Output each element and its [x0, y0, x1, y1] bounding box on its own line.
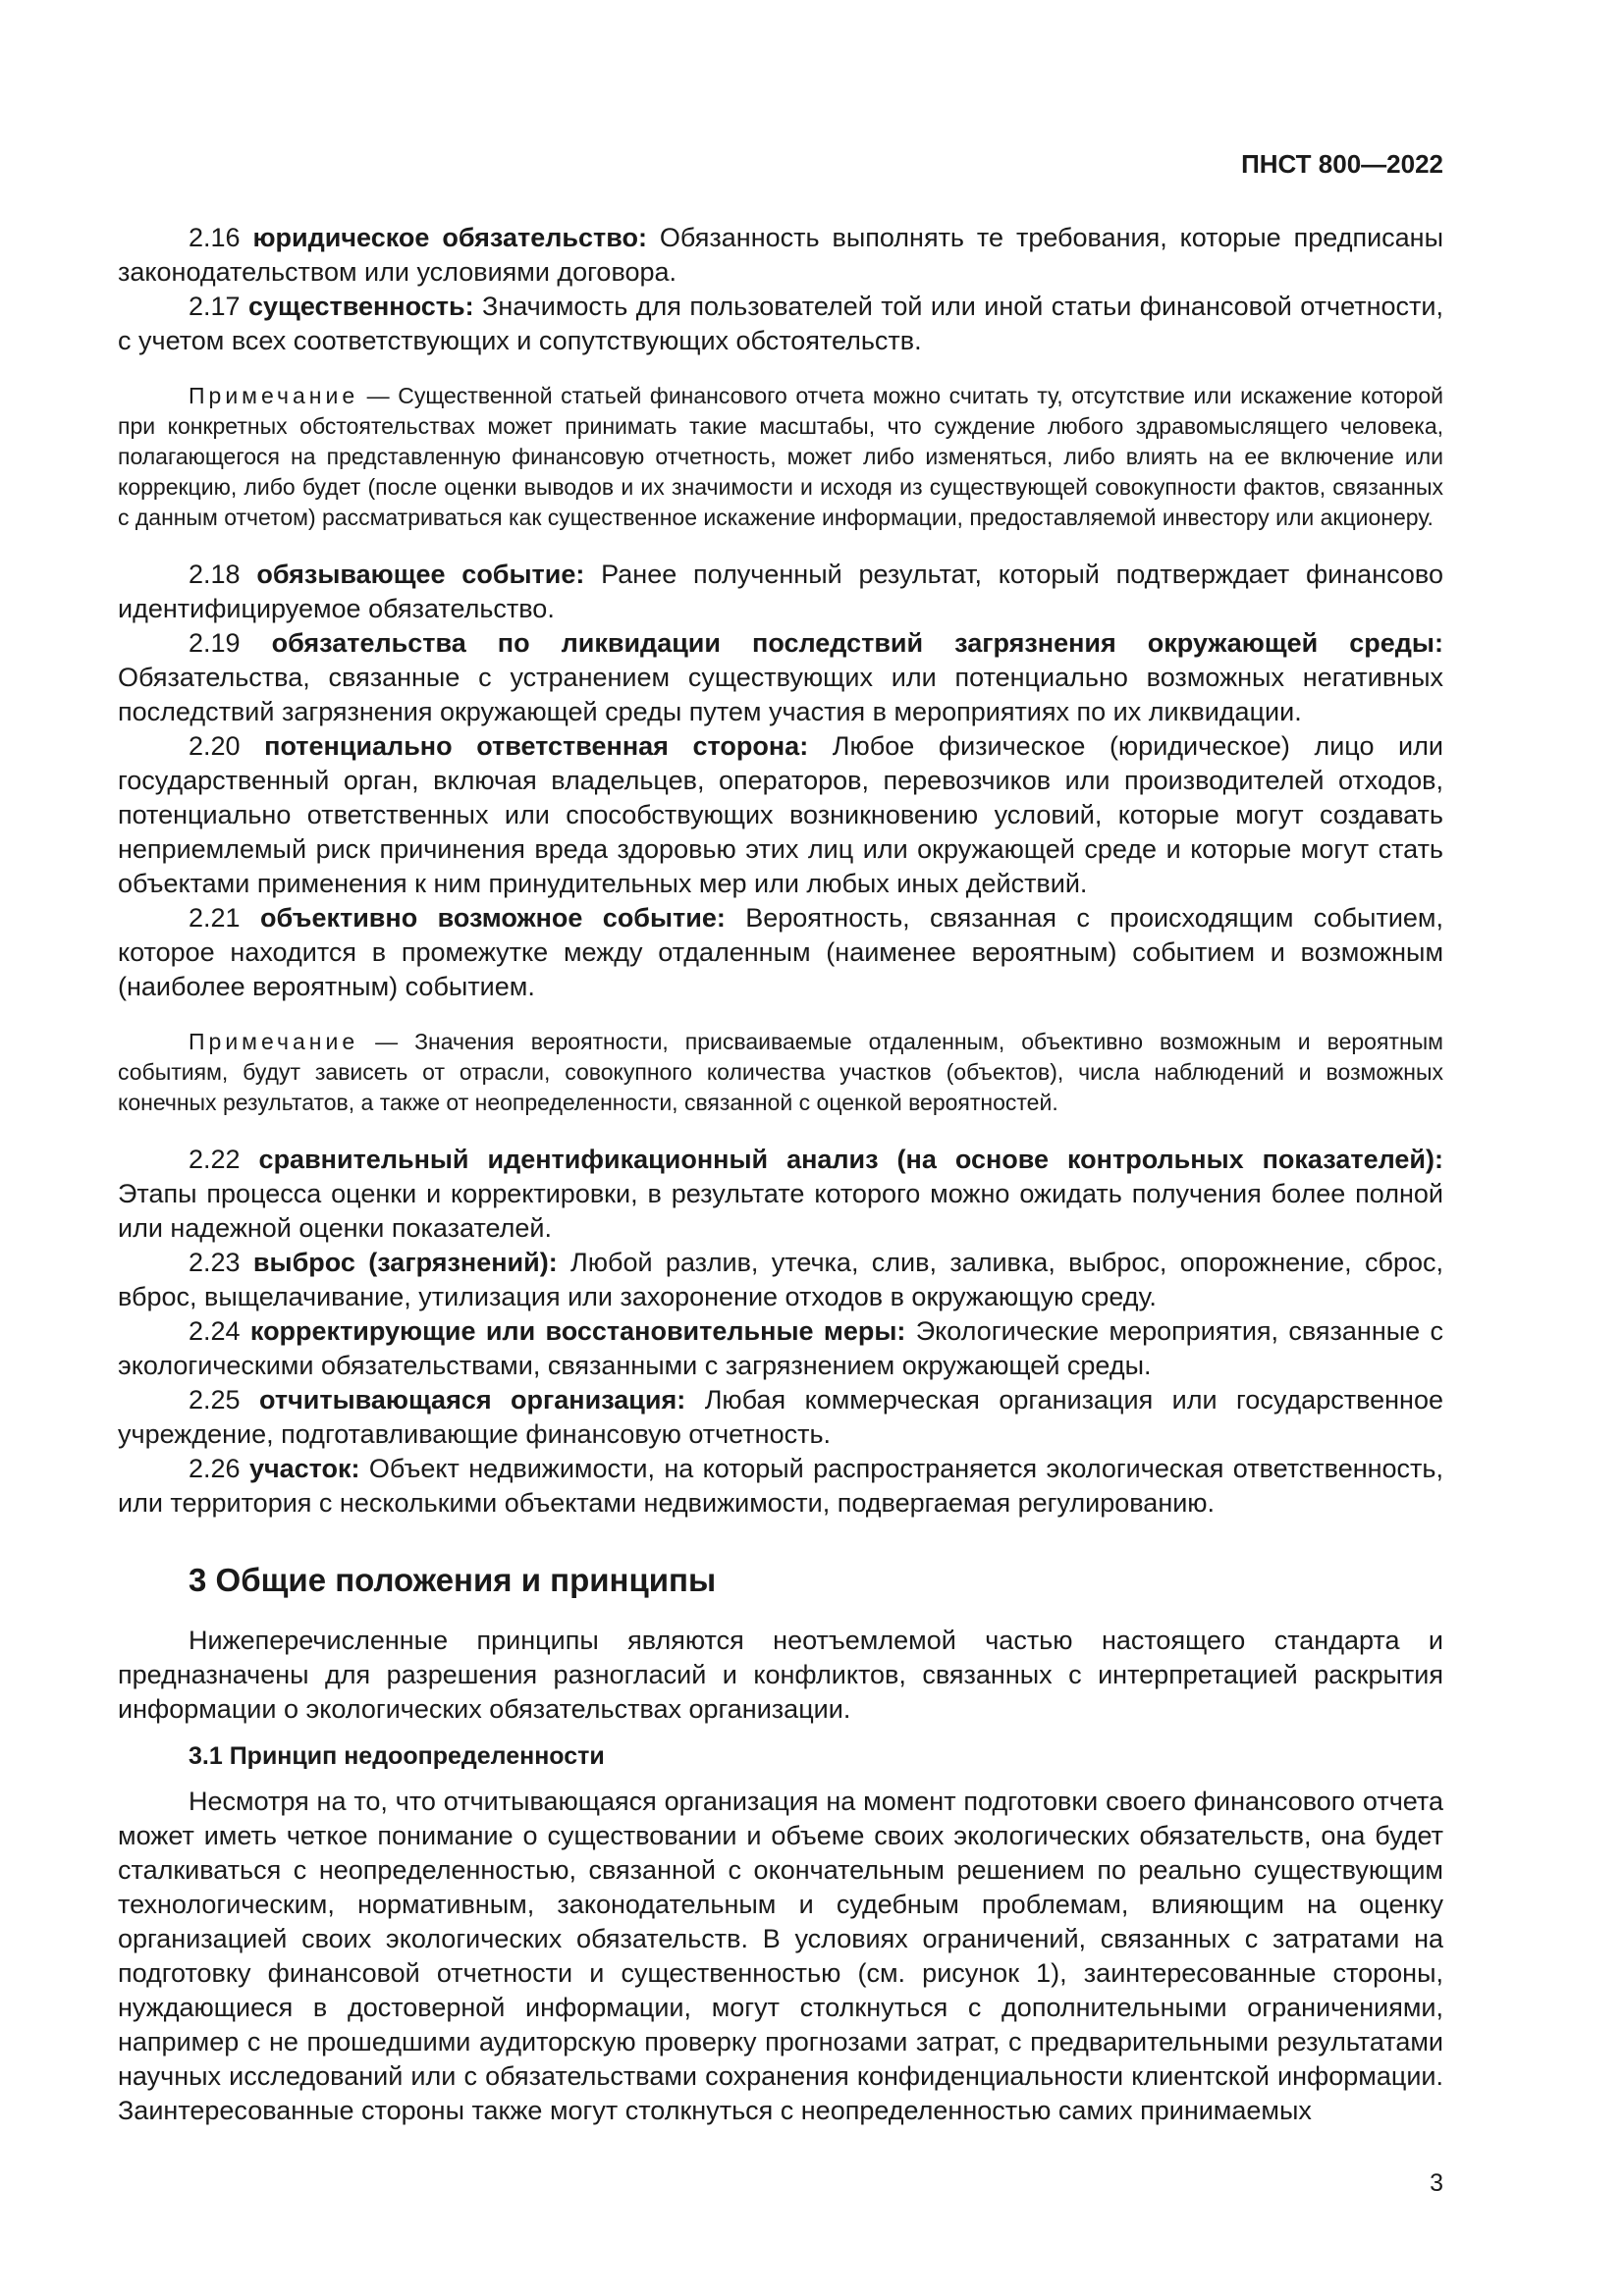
- term-number: 2.18: [189, 560, 241, 589]
- term-name: сравнительный идентификационный анализ (на основе контрольных показателей):: [258, 1145, 1443, 1174]
- term-definition: Этапы процесса оценки и корректировки, в результате которого можно ожидать получения более полной или надежной оценки показателей.: [118, 1179, 1443, 1243]
- note-text: — Значения вероятности, присваиваемые отдаленным, объективно возможным и вероятным событиям, будут зависеть от отрасли, совокупного количества участков (объектов), числа наблюдений и возможных конечных результатов, а также от неопределенности, связанной с оценкой вероятностей.: [118, 1029, 1443, 1115]
- note-probability: [118, 1027, 1443, 1118]
- term-number: 2.26: [189, 1454, 241, 1483]
- term-definition: Ранее полученный результат, который подтверждает финансово идентифицируемое обязательство.: [118, 560, 1443, 623]
- term-definition: Значимость для пользователей той или иной статьи финансовой отчетности, с учетом всех соответствующих и сопутствующих обстоятельств.: [118, 292, 1443, 355]
- note-materiality: [118, 381, 1443, 533]
- term-definition: Вероятность, связанная с происходящим событием, которое находится в промежутке между отдаленным (наименее вероятным) событием и возможным (наиболее вероятным) событием.: [118, 903, 1443, 1001]
- term-2-20: [118, 729, 1443, 901]
- note-text: — Существенной статьей финансового отчета можно считать ту, отсутствие или искажение которой при конкретных обстоятельствах может принимать такие масштабы, что суждение любого здравомыслящего человека, полагающегося на представленную финансовую отчетность, может либо изменяться, либо влиять на ее включение или коррекцию, либо будет (после оценки выводов и их значимости и исходя из существующей совокупности фактов, связанных с данным отчетом) рассматриваться как существенное искажение информации, предоставляемой инвестору или акционеру.: [118, 383, 1443, 530]
- term-definition: Обязанность выполнять те требования, которые предписаны законодательством или условиями договора.: [118, 223, 1443, 287]
- section-3-intro: Нижеперечисленные принципы являются неотъемлемой частью настоящего стандарта и предназначены для разрешения разногласий и конфликтов, связанных с интерпретацией раскрытия информации о экологических обязательствах организации.: [118, 1626, 1443, 1724]
- term-number: 2.19: [189, 628, 241, 658]
- term-name: существенность:: [248, 292, 474, 321]
- term-name: объективно возможное событие:: [259, 903, 726, 933]
- section-3-title: 3 Общие положения и принципы: [189, 1562, 717, 1598]
- page-content: [118, 221, 1443, 2128]
- term-number: 2.23: [189, 1248, 241, 1277]
- term-2-17: [118, 290, 1443, 358]
- term-number: 2.17: [189, 292, 241, 321]
- term-definition: Любое физическое (юридическое) лицо или государственный орган, включая владельцев, операторов, перевозчиков или производителей отходов, потенциально ответственных или способствующих возникновению условий, которые могут создавать неприемлемый риск причинения вреда здоровью этих лиц или окружающей среде и которые могут стать объектами применения к ним принудительных мер или любых иных действий.: [118, 731, 1443, 898]
- term-2-22: [118, 1143, 1443, 1246]
- term-number: 2.22: [189, 1145, 241, 1174]
- term-number: 2.24: [189, 1316, 241, 1346]
- term-2-18: [118, 558, 1443, 626]
- page-number: 3: [1430, 2169, 1443, 2197]
- term-2-24: [118, 1314, 1443, 1383]
- term-name: юридическое обязательство:: [252, 223, 647, 252]
- term-2-16: [118, 221, 1443, 290]
- term-2-23: [118, 1246, 1443, 1314]
- term-definition: Объект недвижимости, на который распространяется экологическая ответственность, или территория с несколькими объектами недвижимости, подвергаемая регулированию.: [118, 1454, 1443, 1518]
- term-2-25: [118, 1383, 1443, 1452]
- term-2-26: [118, 1452, 1443, 1521]
- term-name: потенциально ответственная сторона:: [264, 731, 809, 761]
- subsection-3-1-title: 3.1 Принцип недоопределенности: [189, 1742, 605, 1770]
- term-name: выброс (загрязнений):: [252, 1248, 558, 1277]
- note-label: Примечание: [189, 1029, 359, 1054]
- term-number: 2.25: [189, 1385, 241, 1415]
- term-name: участок:: [248, 1454, 360, 1483]
- subsection-3-1-text: Несмотря на то, что отчитывающаяся организация на момент подготовки своего финансового отчета может иметь четкое понимание о существовании и объеме своих экологических обязательств, она будет сталкиваться с неопределенностью, связанной с окончательным решением по реально существующим технологическим, нормативным, законодательным и судебным проблемам, влияющим на оценку организацией своих экологических обязательств. В условиях ограничений, связанных с затратами на подготовку финансовой отчетности и существенностью (см. рисунок 1), заинтересованные стороны, нуждающиеся в достоверной информации, могут столкнуться с дополнительными ограничениями, например с не прошедшими аудиторскую проверку прогнозами затрат, с предварительными результатами научных исследований или с обязательствами сохранения конфиденциальности клиентской информации. Заинтересованные стороны также могут столкнуться с неопределенностью самих принимаемых: [118, 1787, 1443, 2125]
- term-number: 2.16: [189, 223, 241, 252]
- term-number: 2.20: [189, 731, 241, 761]
- term-definition: Любой разлив, утечка, слив, заливка, выброс, опорожнение, сброс, вброс, выщелачивание, утилизация или захоронение отходов в окружающую среду.: [118, 1248, 1444, 1311]
- term-number: 2.21: [189, 903, 241, 933]
- term-definition: Любая коммерческая организация или государственное учреждение, подготавливающие финансовую отчетность.: [118, 1385, 1443, 1449]
- term-name: отчитывающаяся организация:: [259, 1385, 686, 1415]
- term-2-21: [118, 901, 1443, 1004]
- term-definition: Экологические мероприятия, связанные с экологическими обязательствами, связанными с загрязнением окружающей среды.: [118, 1316, 1443, 1380]
- term-name: обязательства по ликвидации последствий загрязнения окружающей среды:: [271, 628, 1443, 658]
- term-2-19: [118, 626, 1443, 729]
- term-name: корректирующие или восстановительные меры:: [249, 1316, 906, 1346]
- note-label: Примечание: [189, 383, 359, 408]
- term-name: обязывающее событие:: [256, 560, 585, 589]
- term-definition: Обязательства, связанные с устранением существующих или потенциально возможных негативных последствий загрязнения окружающей среды путем участия в мероприятиях по их ликвидации.: [118, 663, 1443, 726]
- document-code: ПНСТ 800—2022: [1241, 149, 1443, 179]
